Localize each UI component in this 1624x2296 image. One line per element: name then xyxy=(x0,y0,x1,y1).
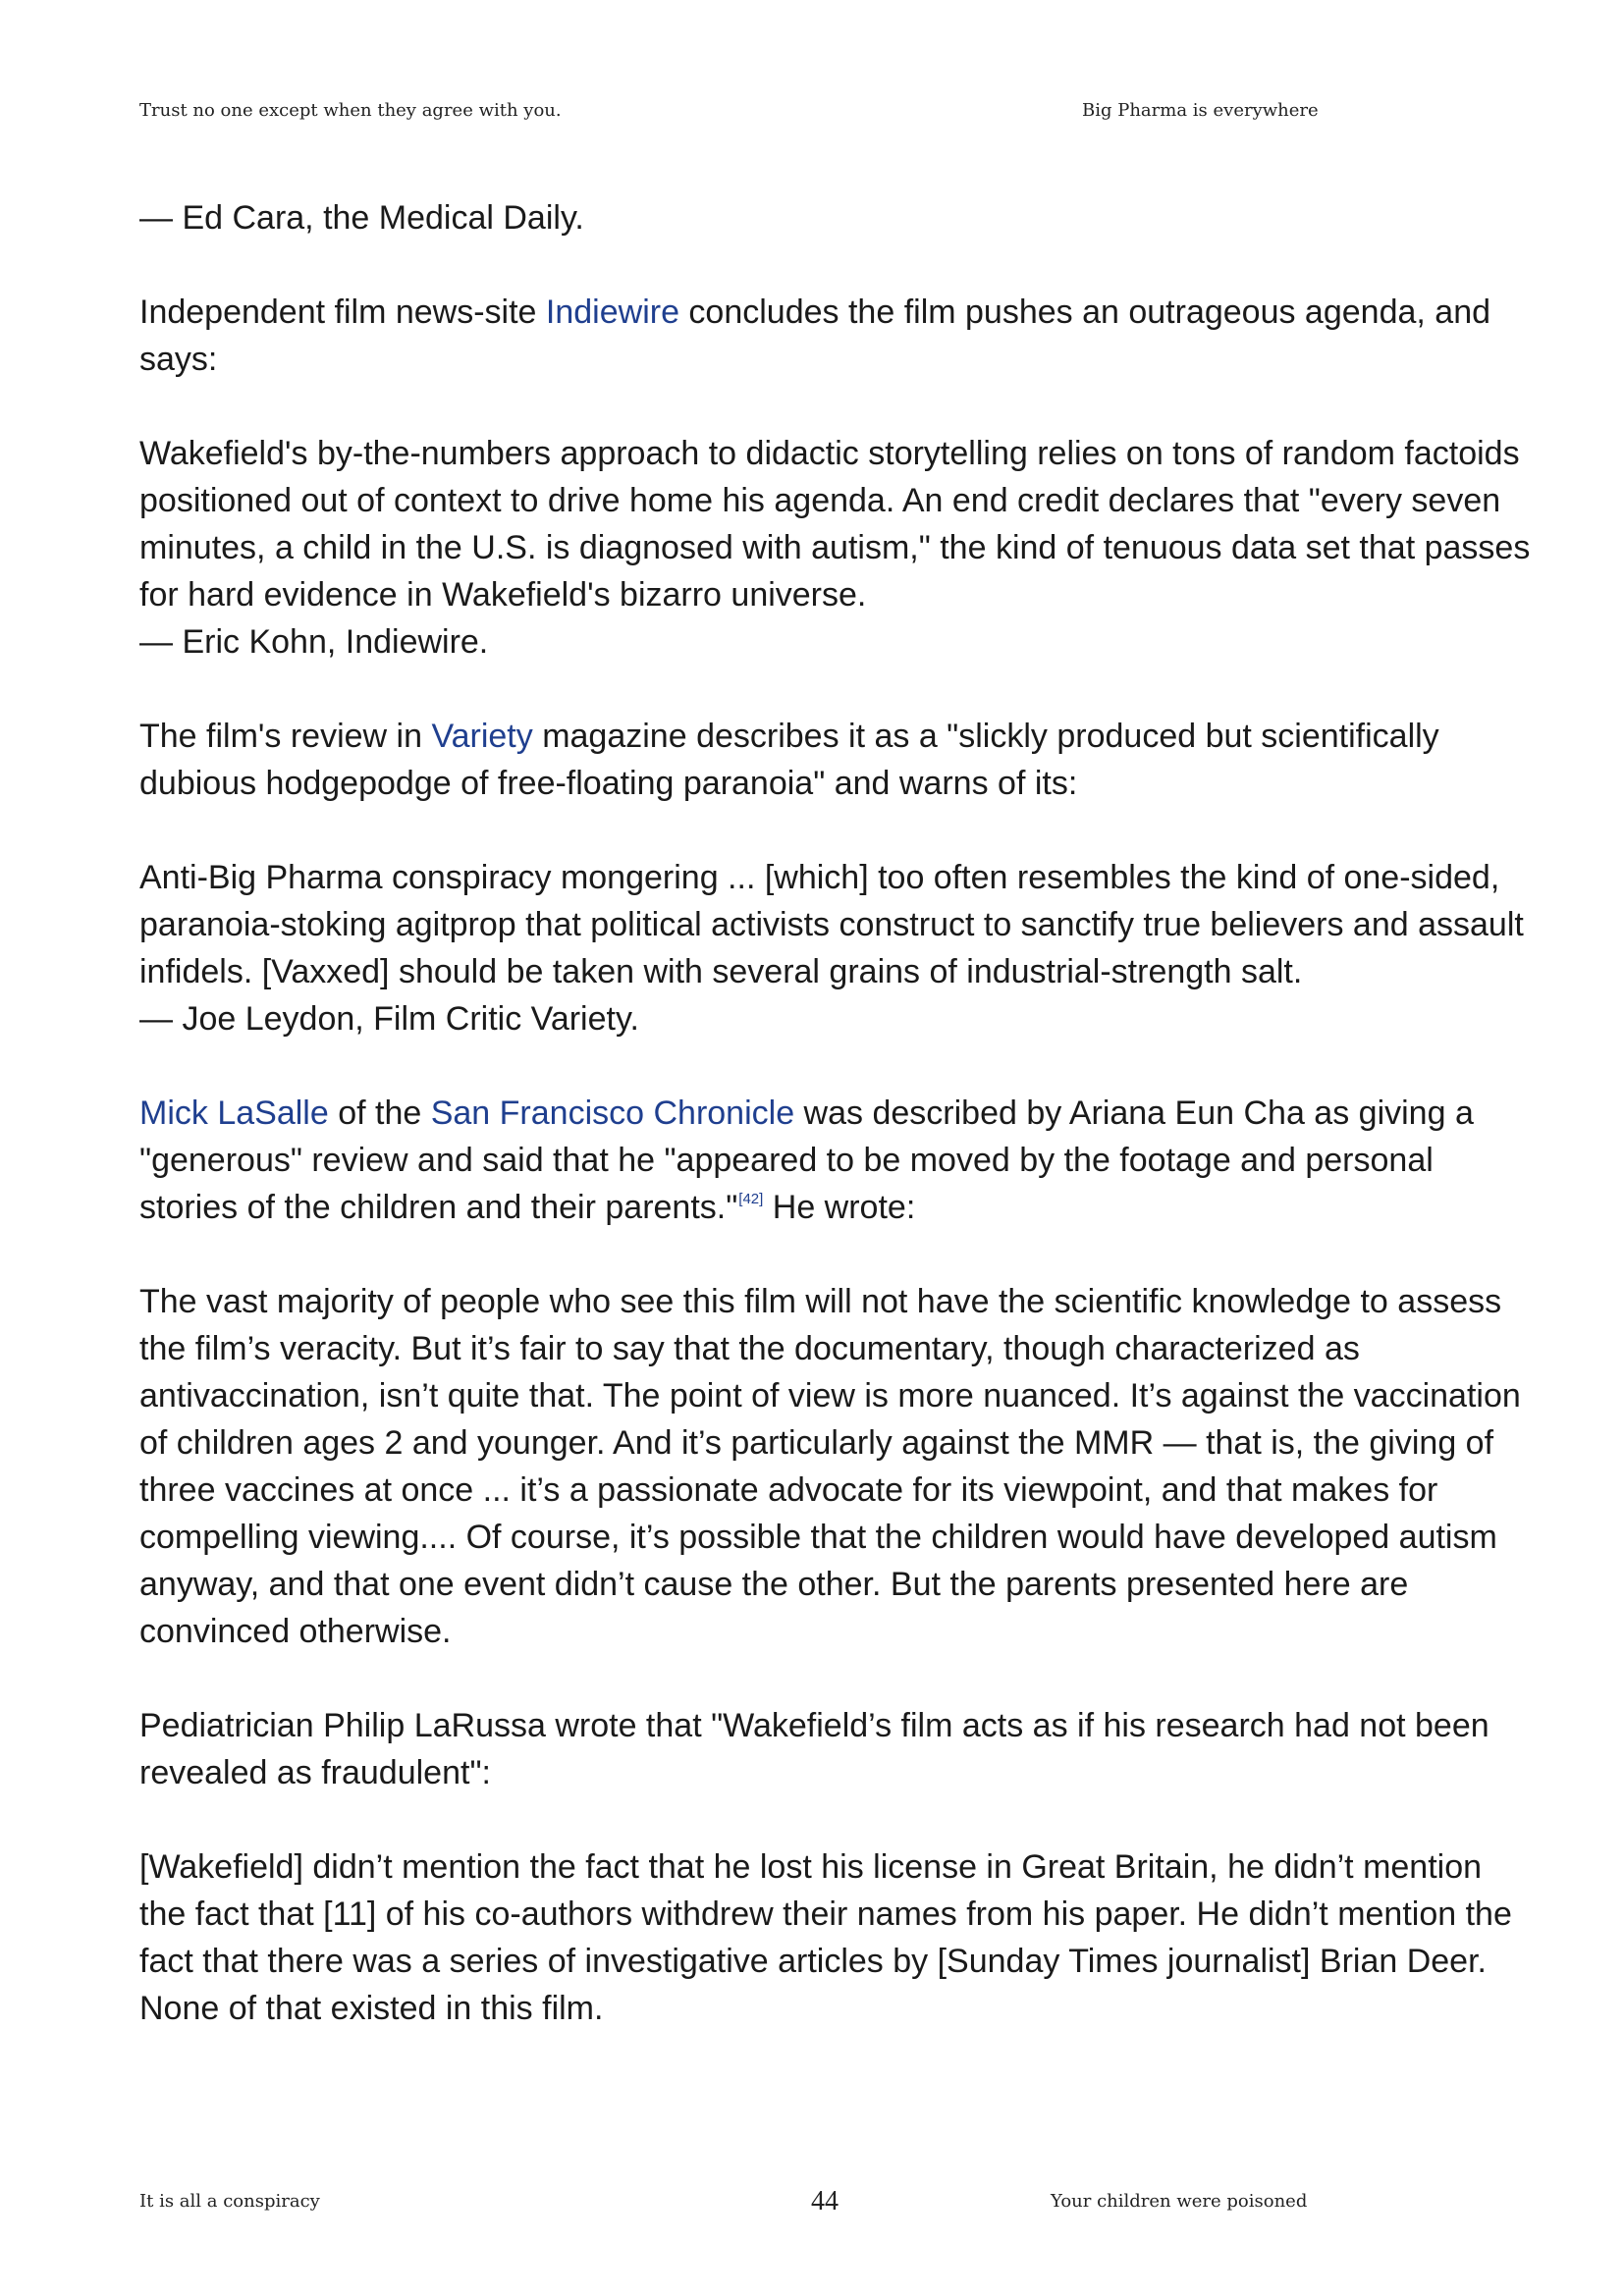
citation-link[interactable]: [42] xyxy=(738,1191,764,1207)
paragraph-text: He wrote: xyxy=(763,1189,916,1226)
quote-kohn xyxy=(139,430,1534,666)
attribution-kohn: — Eric Kohn, Indiewire. xyxy=(139,623,489,661)
running-header-left: Trust no one except when they agree with you. xyxy=(139,100,562,121)
paragraph-text: was described by Ariana Eun Cha as giving a "generous" review and said that he "appeared to be moved by the footage and personal stories of the children and their parents." xyxy=(139,1095,1474,1226)
running-footer-right: Your children were poisoned xyxy=(1051,2191,1308,2212)
quote-text: Anti-Big Pharma conspiracy mongering ... [which] too often resembles the kind of one-sided, paranoia-stoking agitprop that political activists construct to sanctify true believers and assault infidels. [Vaxxed] should be taken with several grains of industrial-strength salt. xyxy=(139,859,1524,990)
link-indiewire[interactable]: Indiewire xyxy=(545,294,679,331)
paragraph-text: of the xyxy=(328,1095,431,1132)
quote-text: Wakefield's by-the-numbers approach to didactic storytelling relies on tons of random factoids positioned out of context to drive home his agenda. An end credit declares that "every seven minutes, a child in the U.S. is diagnosed with autism," the kind of tenuous data set that passes for hard evidence in Wakefield's bizarro universe. xyxy=(139,435,1531,614)
link-variety[interactable]: Variety xyxy=(431,718,533,755)
link-mick-lasalle[interactable]: Mick LaSalle xyxy=(139,1095,329,1132)
paragraph-indiewire xyxy=(139,289,1534,383)
page-body xyxy=(139,194,1534,2079)
quote-leydon xyxy=(139,854,1534,1042)
attribution-cara: — Ed Cara, the Medical Daily. xyxy=(139,199,584,237)
running-footer-left: It is all a conspiracy xyxy=(139,2191,320,2212)
page-number: 44 xyxy=(811,2186,839,2216)
paragraph-variety xyxy=(139,713,1534,807)
running-header-right: Big Pharma is everywhere xyxy=(1082,100,1319,121)
attribution-leydon: — Joe Leydon, Film Critic Variety. xyxy=(139,1000,639,1038)
paragraph-text: concludes the film pushes an outrageous agenda, and says: xyxy=(139,294,1491,378)
paragraph-text: Independent film news-site xyxy=(139,294,546,331)
paragraph-text: magazine describes it as a "slickly produced but scientifically dubious hodgepodge of free-floating paranoia" and warns of its: xyxy=(139,718,1439,802)
paragraph-text: The film's review in xyxy=(139,718,432,755)
quote-larussa: [Wakefield] didn’t mention the fact that he lost his license in Great Britain, he didn’t mention the fact that [11] of his co-authors withdrew their names from his paper. He didn’t mention the fact that there was a series of investigative articles by [Sunday Times journalist] Brian Deer. None of that existed in this film. xyxy=(139,1848,1512,2027)
link-san-francisco-chronicle[interactable]: San Francisco Chronicle xyxy=(430,1095,795,1132)
paragraph-lasalle xyxy=(139,1090,1534,1231)
paragraph-larussa: Pediatrician Philip LaRussa wrote that "Wakefield’s film acts as if his research had not been revealed as fraudulent": xyxy=(139,1707,1489,1791)
quote-lasalle: The vast majority of people who see this film will not have the scientific knowledge to assess the film’s veracity. But it’s fair to say that the documentary, though characterized as antivaccination, isn’t quite that. The point of view is more nuanced. It’s against the vaccination of children ages 2 and younger. And it’s particularly against the MMR — that is, the giving of three vaccines at once ... it’s a passionate advocate for its viewpoint, and that makes for compelling viewing.... Of course, it’s possible that the children would have developed autism anyway, and that one event didn’t cause the other. But the parents presented here are convinced otherwise. xyxy=(139,1283,1521,1650)
